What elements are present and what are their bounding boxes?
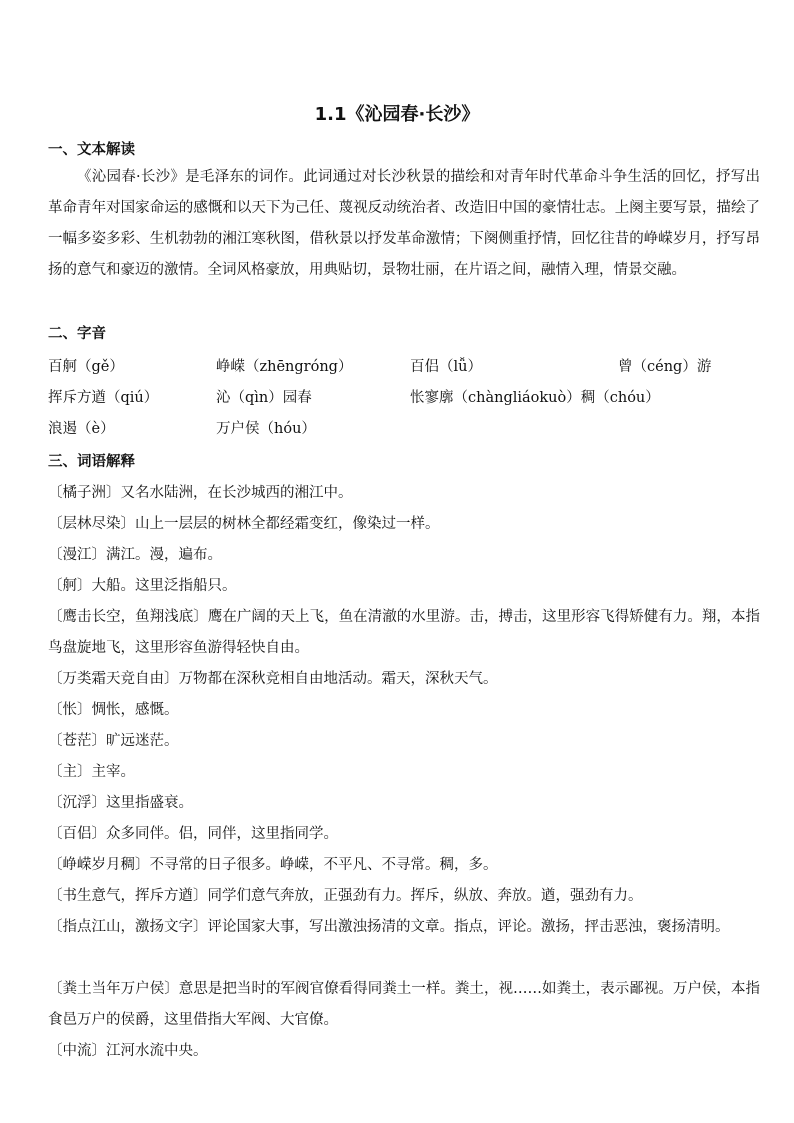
pron-item: 峥嵘（zhēngróng） (216, 359, 353, 375)
section-heading-text-reading: 一、文本解读 (48, 142, 135, 158)
definition-item: 〔橘子洲〕又名水陆洲，在长沙城西的湘江中。 (48, 485, 353, 501)
definition-item: 〔主〕主宰。 (48, 764, 135, 780)
definition-item: 〔鹰击长空，鱼翔浅底〕鹰在广阔的天上飞，鱼在清澈的水里游。击，搏击，这里形容飞得矫健有力。翔，本指鸟盘旋地飞，这里形容鱼游得轻快自由。 (48, 609, 760, 656)
pron-item: 沁（qìn）园春 (216, 390, 312, 406)
definition-item: 〔层林尽染〕山上一层层的树林全都经霜变红，像染过一样。 (48, 516, 440, 532)
definition-item: 〔粪土当年万户侯〕意思是把当时的军阀官僚看得同粪土一样。粪土，视……如粪土，表示鄙视。万户侯，本指食邑万户的侯爵，这里借指大军阀、大官僚。 (48, 981, 760, 1028)
definition-item: 〔指点江山，激扬文字〕评论国家大事，写出激浊扬清的文章。指点，评论。激扬，抨击恶浊，褒扬清明。 (48, 919, 730, 935)
pron-item: 曾（céng）游 (618, 359, 712, 375)
definition-item: 〔书生意气，挥斥方遒〕同学们意气奔放，正强劲有力。挥斥，纵放、奔放。遒，强劲有力。 (48, 888, 643, 904)
pron-item: 怅寥廓（chàngliáokuò）稠（chóu） (410, 390, 660, 406)
definition-item: 〔怅〕惆怅，感慨。 (48, 702, 179, 718)
pron-item: 挥斥方遒（qiú） (48, 390, 159, 406)
definition-item: 〔苍茫〕旷远迷茫。 (48, 733, 179, 749)
definition-item: 〔万类霜天竞自由〕万物都在深秋竞相自由地活动。霜天，深秋天气。 (48, 671, 498, 687)
pron-item: 浪遏（è） (48, 421, 115, 437)
pronunciation-row (48, 355, 760, 386)
definition-item: 〔百侣〕众多同伴。侣，同伴，这里指同学。 (48, 826, 338, 842)
pron-item: 百侣（lǚ） (410, 359, 482, 375)
definition-item: 〔中流〕江河水流中央。 (48, 1043, 208, 1059)
definition-item: 〔沉浮〕这里指盛衰。 (48, 795, 193, 811)
definition-item: 〔峥嵘岁月稠〕不寻常的日子很多。峥嵘，不平凡、不寻常。稠，多。 (48, 857, 498, 873)
pron-item: 百舸（gě） (48, 359, 124, 375)
definition-item: 〔舸〕大船。这里泛指船只。 (48, 578, 237, 594)
pron-item: 万户侯（hóu） (216, 421, 316, 437)
page-title: 1.1《沁园春·长沙》 (314, 104, 480, 125)
section-heading-pronunciation: 二、字音 (48, 326, 106, 342)
pronunciation-row (48, 386, 760, 417)
intro-paragraph: 《沁园春·长沙》是毛泽东的词作。此词通过对长沙秋景的描绘和对青年时代革命斗争生活的回忆，抒写出革命青年对国家命运的感慨和以天下为己任、蔑视反动统治者、改造旧中国的豪情壮志。上阕主要写景，描绘了一幅多姿多彩、生机勃勃的湘江寒秋图，借秋景以抒发革命激情；下阕侧重抒情，回忆往昔的峥嵘岁月，抒写昂扬的意气和豪迈的激情。全词风格豪放，用典贴切，景物壮丽，在片语之间，融情入理，情景交融。 (48, 169, 760, 278)
pronunciation-row (48, 417, 760, 448)
definition-item: 〔漫江〕满江。漫，遍布。 (48, 547, 222, 563)
section-heading-vocabulary: 三、词语解释 (48, 454, 135, 470)
